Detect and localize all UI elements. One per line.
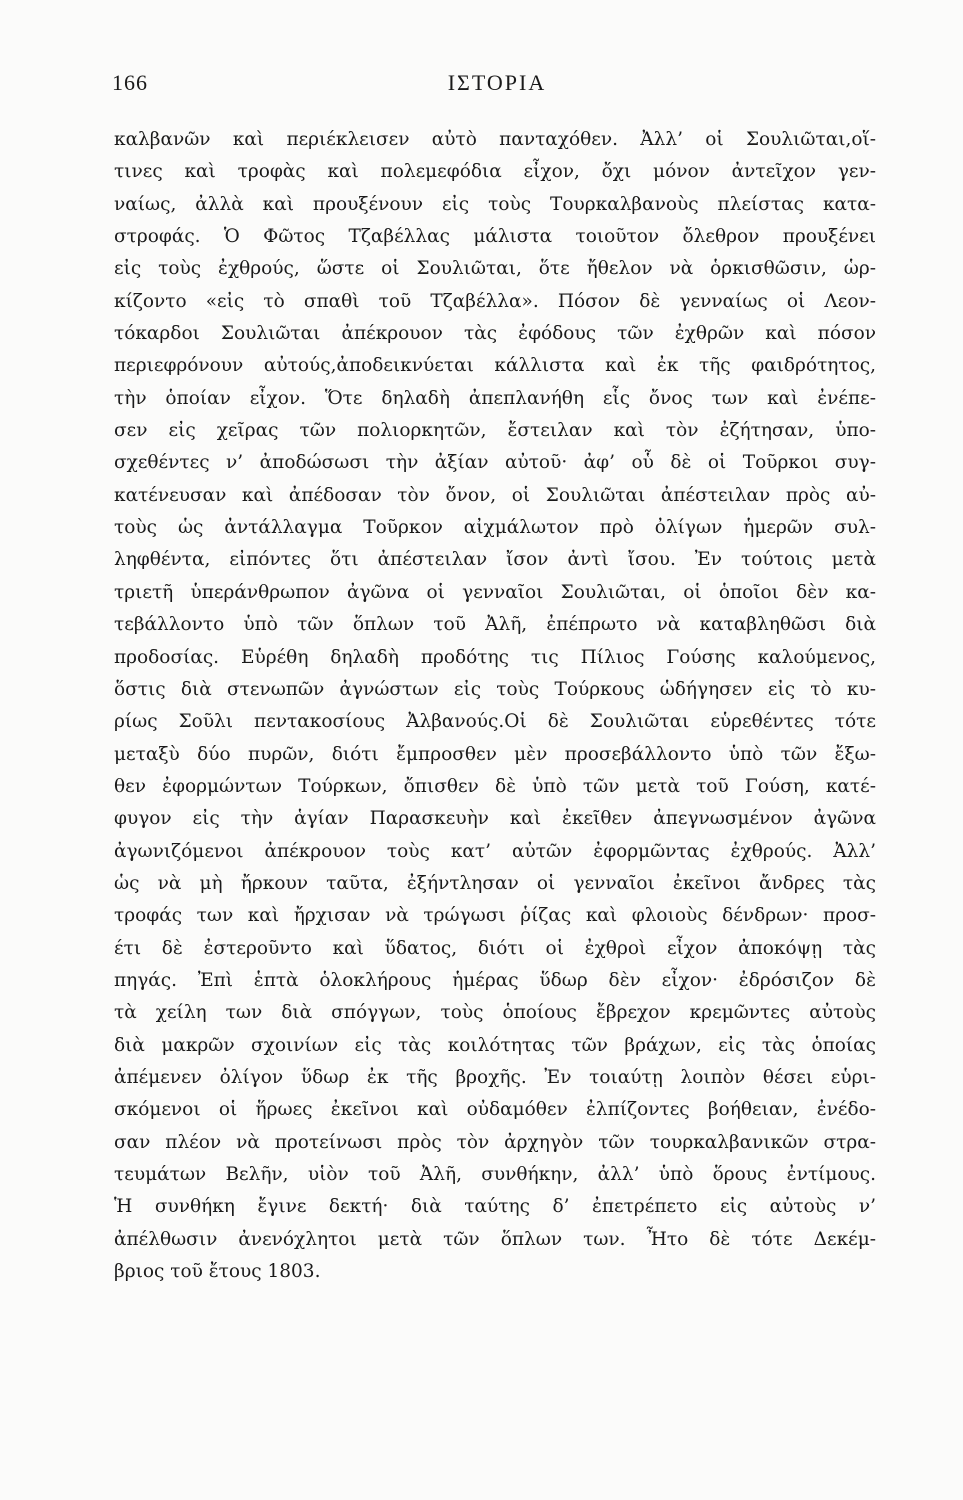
text-line: κίζοντο «εἰς τὸ σπαθὶ τοῦ Τζαβέλλα». Πόσον δὲ γενναίως οἱ Λεον-	[114, 290, 876, 312]
text-line: Ἡ συνθήκη ἔγινε δεκτή· διὰ ταύτης δ’ ἐπετρέπετο εἰς αὐτοὺς ν’	[114, 1196, 876, 1218]
text-line: έτι δὲ ἐστεροῦντο καὶ ὕδατος, διότι οἱ ἐχθροὶ εἶχον ἀποκόψῃ τὰς	[114, 937, 876, 959]
text-line: μεταξὺ δύο πυρῶν, διότι ἔμπροσθεν μὲν προσεβάλλοντο ὑπὸ τῶν ἔξω-	[114, 743, 876, 765]
text-line: τεβάλλοντο ὑπὸ τῶν ὅπλων τοῦ Ἀλῆ, ἐπέπρωτο νὰ καταβληθῶσι διὰ	[114, 614, 876, 636]
text-line: βριος τοῦ ἔτους 1803.	[114, 1261, 321, 1283]
text-line: ἀπέλθωσιν ἀνενόχλητοι μετὰ τῶν ὅπλων των. Ἦτο δὲ τότε Δεκέμ-	[114, 1228, 876, 1250]
text-line: ὡς νὰ μὴ ἤρκουν ταῦτα, ἐξήντλησαν οἱ γενναῖοι ἐκεῖνοι ἄνδρες τὰς	[114, 872, 876, 894]
text-line: ὅστις διὰ στενωπῶν ἀγνώστων εἰς τοὺς Τούρκους ὡδήγησεν εἰς τὸ κυ-	[114, 678, 876, 700]
text-line: ἀγωνιζόμενοι ἀπέκρουον τοὺς κατ’ αὐτῶν ἐφορμῶντας ἐχθρούς. Ἀλλ’	[114, 840, 876, 862]
page-number: 166	[112, 70, 148, 95]
text-line: ληφθέντα, εἰπόντες ὅτι ἀπέστειλαν ἴσον ἀντὶ ἴσου. Ἐν τούτοις μετὰ	[114, 549, 876, 571]
text-line: στροφάς. Ὁ Φῶτος Τζαβέλλας μάλιστα τοιοῦτον ὄλεθρον προυξένει	[114, 226, 876, 248]
text-line: ναίως, ἀλλὰ καὶ προυξένουν εἰς τοὺς Τουρκαλβανοὺς πλείστας κατα-	[114, 193, 876, 215]
text-line: προδοσίας. Εὑρέθη δηλαδὴ προδότης τις Πίλιος Γούσης καλούμενος,	[114, 646, 876, 668]
text-line: τόκαρδοι Σουλιῶται ἀπέκρουον τὰς ἐφόδους τῶν ἐχθρῶν καὶ πόσον	[114, 323, 876, 345]
text-line: τινες καὶ τροφὰς καὶ πολεμεφόδια εἶχον, ὄχι μόνον ἀντεῖχον γεν-	[114, 161, 876, 183]
text-line: τὴν ὁποίαν εἶχον. Ὅτε δηλαδὴ ἀπεπλανήθη εἷς ὄνος των καὶ ἐνέπε-	[114, 387, 876, 409]
text-line: καλβανῶν καὶ περιέκλεισεν αὐτὸ πανταχόθεν. Ἀλλ’ οἱ Σουλιῶται,οἵ-	[114, 129, 876, 150]
running-title: ΙΣΤΟΡΙΑ	[447, 70, 547, 95]
body-text	[114, 124, 876, 1288]
text-line: κατένευσαν καὶ ἀπέδοσαν τὸν ὄνον, οἱ Σουλιῶται ἀπέστειλαν πρὸς αὐ-	[114, 484, 876, 506]
text-line: τὰ χείλη των διὰ σπόγγων, τοὺς ὁποίους ἔβρεχον κρεμῶντες αὐτοὺς	[114, 1002, 876, 1024]
text-line: εἰς τοὺς ἐχθρούς, ὥστε οἱ Σουλιῶται, ὅτε ἤθελον νὰ ὁρκισθῶσιν, ὡρ-	[114, 258, 876, 280]
text-line: θεν ἐφορμώντων Τούρκων, ὄπισθεν δὲ ὑπὸ τῶν μετὰ τοῦ Γούση, κατέ-	[114, 775, 876, 797]
text-line: τροφάς των καὶ ἤρχισαν νὰ τρώγωσι ῥίζας καὶ φλοιοὺς δένδρων· προσ-	[114, 905, 876, 927]
text-line: φυγον εἰς τὴν ἁγίαν Παρασκευὴν καὶ ἐκεῖθεν ἀπεγνωσμένον ἀγῶνα	[114, 808, 876, 830]
text-line: σεν εἰς χεῖρας τῶν πολιορκητῶν, ἔστειλαν καὶ τὸν ἐζήτησαν, ὑπο-	[114, 420, 876, 442]
text-line: τριετῆ ὑπεράνθρωπον ἀγῶνα οἱ γενναῖοι Σουλιῶται, οἱ ὁποῖοι δὲν κα-	[114, 581, 876, 603]
text-line: τοὺς ὡς ἀντάλλαγμα Τοῦρκον αἰχμάλωτον πρὸ ὀλίγων ἡμερῶν συλ-	[114, 517, 876, 539]
text-line: διὰ μακρῶν σχοινίων εἰς τὰς κοιλότητας τῶν βράχων, εἰς τὰς ὁποίας	[114, 1034, 876, 1056]
text-line: τευμάτων Βελῆν, υἱὸν τοῦ Ἀλῆ, συνθήκην, ἀλλ’ ὑπὸ ὅρους ἐντίμους.	[114, 1164, 876, 1185]
text-line: ἀπέμενεν ὀλίγον ὕδωρ ἐκ τῆς βροχῆς. Ἐν τοιαύτῃ λοιπὸν θέσει εὑρι-	[114, 1066, 876, 1088]
text-line: σχεθέντες ν’ ἀποδώσωσι τὴν ἀξίαν αὐτοῦ· ἀφ’ οὗ δὲ οἱ Τοῦρκοι συγ-	[114, 452, 876, 474]
text-line: πηγάς. Ἐπὶ ἑπτὰ ὁλοκλήρους ἡμέρας ὕδωρ δὲν εἶχον· ἐδρόσιζον δὲ	[114, 969, 876, 991]
text-line: περιεφρόνουν αὐτούς,ἀποδεικνύεται κάλλιστα καὶ ἐκ τῆς φαιδρότητος,	[114, 355, 876, 377]
text-line: σαν πλέον νὰ προτείνωσι πρὸς τὸν ἀρχηγὸν τῶν τουρκαλβανικῶν στρα-	[114, 1131, 876, 1153]
running-head	[112, 70, 882, 100]
text-line: ρίως Σοῦλι πεντακοσίους Ἀλβανούς.Οἱ δὲ Σουλιῶται εὑρεθέντες τότε	[114, 711, 876, 733]
text-line: σκόμενοι οἱ ἥρωες ἐκεῖνοι καὶ οὐδαμόθεν ἐλπίζοντες βοήθειαν, ἐνέδο-	[114, 1099, 876, 1121]
